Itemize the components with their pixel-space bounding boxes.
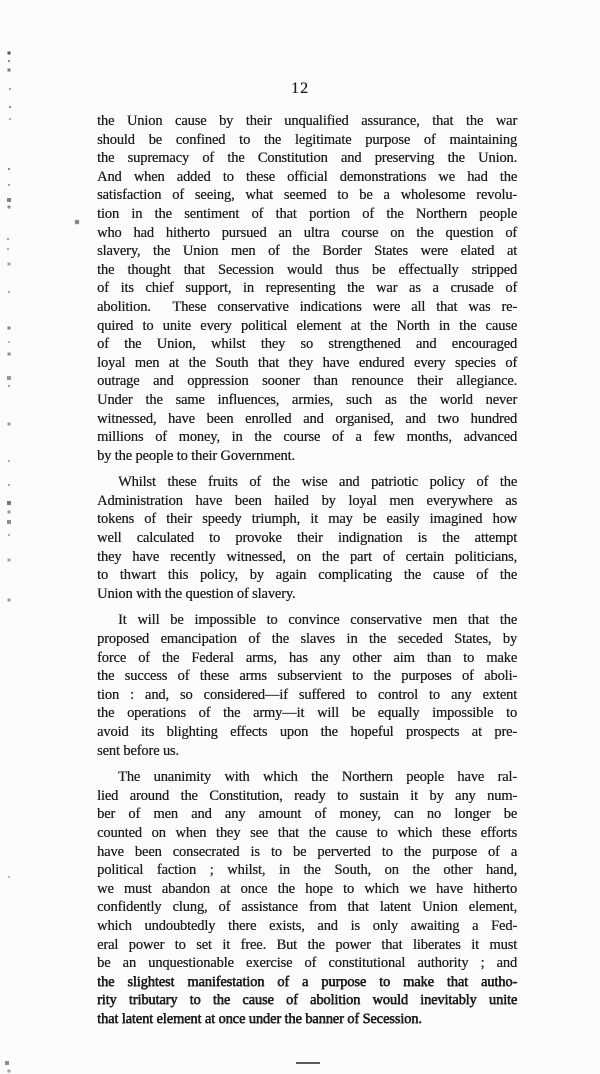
text-line: well calculated to provoke their indignation is the attempt — [97, 530, 517, 547]
text-line: lied around the Constitution, ready to sustain it by any num- — [97, 787, 517, 804]
paragraph-3 — [97, 611, 517, 760]
text-line: Under the same influences, armies, such as the world never — [97, 391, 517, 408]
text-line: tion : and, so considered—if suffered to control to any extent — [97, 686, 517, 703]
text-line: the success of these arms subservient to the purposes of aboli- — [97, 668, 517, 685]
text-line: rity tributary to the cause of abolition would inevitably unite — [97, 992, 517, 1009]
page-number: 12 — [291, 80, 309, 97]
text-line: be an unquestionable exercise of constitutional authority ; and — [97, 955, 517, 972]
text-line: sent before us. — [97, 742, 179, 759]
text-line: should be confined to the legitimate purpose of maintaining — [97, 131, 517, 148]
text-line: eral power to set it free. But the power that liberates it must — [97, 936, 517, 953]
text-line: The unanimity with which the Northern people have ral- — [118, 769, 517, 786]
text-line: slavery, the Union men of the Border States were elated at — [97, 243, 517, 260]
text-line: political faction ; whilst, in the South, on the other hand, — [97, 862, 517, 879]
paragraph-4 — [97, 768, 517, 1028]
text-line: they have recently witnessed, on the part of certain politicians, — [97, 548, 517, 565]
text-line: It will be impossible to convince conservative men that the — [118, 612, 517, 629]
text-line: force of the Federal arms, has any other aim than to make — [97, 649, 517, 666]
text-line: tokens of their speedy triumph, it may be easily imagined how — [97, 511, 517, 528]
text-line: loyal men at the South that they have endured every species of — [97, 354, 517, 371]
text-line: ber of men and any amount of money, can no longer be — [97, 806, 517, 823]
text-line: millions of money, in the course of a few months, advanced — [97, 429, 517, 446]
text-line: outrage and oppression sooner than renounce their allegiance. — [97, 373, 517, 390]
text-line: who had hitherto pursued an ultra course on the question of — [97, 224, 517, 241]
text-line: the operations of the army—it will be equally impossible to — [97, 705, 517, 722]
text-line: quired to unite every political element at the North in the cause — [97, 317, 517, 334]
text-line: the Union cause by their unqualified assurance, that the war — [97, 113, 517, 129]
scan-artifact-specks — [0, 0, 2, 2]
text-line: we must abandon at once the hope to which we have hitherto — [97, 880, 517, 897]
text-line: the supremacy of the Constitution and preserving the Union. — [97, 150, 517, 167]
text-line: proposed emancipation of the slaves in the seceded States, by — [97, 631, 517, 648]
text-line: avoid its blighting effects upon the hopeful prospects at pre- — [97, 724, 517, 740]
paragraph-2 — [97, 473, 517, 603]
text-line: Administration have been hailed by loyal men everywhere as — [97, 492, 517, 509]
text-line: confidently clung, of assistance from that latent Union element, — [97, 899, 517, 916]
text-line: counted on when they see that the cause to which these efforts — [97, 824, 517, 841]
text-line: the thought that Secession would thus be effectually stripped — [97, 261, 517, 278]
paragraph-1 — [97, 112, 517, 465]
text-line: witnessed, have been enrolled and organised, and two hundred — [97, 410, 517, 427]
text-line: Union with the question of slavery. — [97, 585, 296, 602]
text-line: the slightest manifestation of a purpose to make that autho- — [97, 973, 517, 990]
text-line: that latent element at once under the banner of Secession. — [97, 1010, 422, 1027]
text-line: Whilst these fruits of the wise and patriotic policy of the — [118, 474, 517, 491]
text-line: which undoubtedly there exists, and is only awaiting a Fed- — [97, 917, 517, 934]
page-text-block — [97, 112, 517, 1037]
text-line: And when added to these official demonstrations we had the — [97, 168, 517, 185]
text-line: tion in the sentiment of that portion of the Northern people — [97, 205, 517, 222]
text-line: of the Union, whilst they so strengthened and encouraged — [97, 336, 517, 353]
text-line: satisfaction of seeing, what seemed to be a wholesome revolu- — [97, 187, 517, 204]
text-line: to thwart this policy, by again complicating the cause of the — [97, 567, 517, 584]
printers-mark-rule — [296, 1062, 320, 1064]
text-line: abolition. These conservative indications were all that was re- — [97, 298, 517, 315]
text-line: have been consecrated is to be perverted to the purpose of a — [97, 843, 517, 860]
text-line: of its chief support, in representing the war as a crusade of — [97, 280, 517, 297]
text-line: by the people to their Government. — [97, 447, 295, 464]
